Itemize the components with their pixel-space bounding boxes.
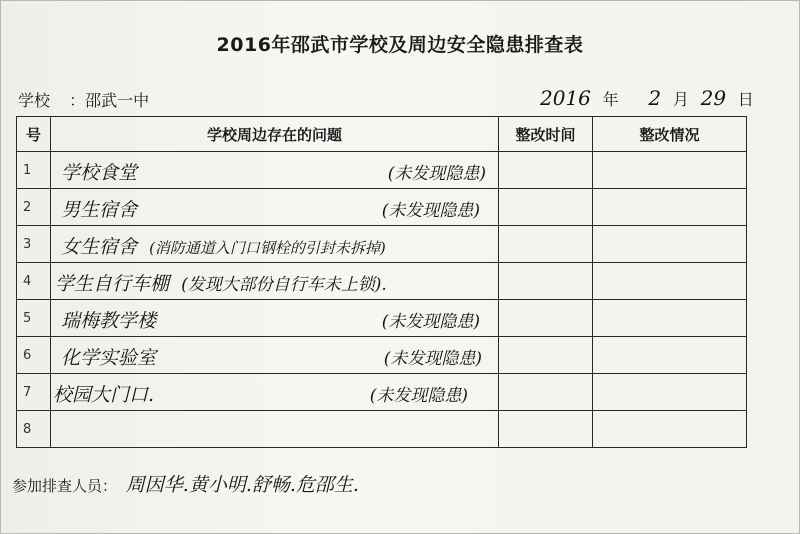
date-day-unit: 日	[737, 90, 754, 109]
problem-cell[interactable]	[51, 374, 499, 411]
problem-item: 女生宿舍	[61, 236, 138, 258]
row-number: 2	[17, 189, 51, 226]
header-fix-status: 整改情况	[593, 117, 747, 152]
table-row	[17, 300, 747, 337]
table-row	[17, 374, 747, 411]
date-month: 2	[648, 86, 662, 110]
problem-note: (未发现隐患)	[383, 349, 482, 369]
table-row	[17, 226, 747, 263]
fix-status-cell[interactable]	[593, 263, 747, 300]
problem-line	[61, 232, 386, 259]
table-row	[17, 411, 747, 448]
problem-cell[interactable]	[51, 263, 499, 300]
row-number: 7	[17, 374, 51, 411]
table-row	[17, 337, 747, 374]
problem-note: (发现大部份自行车未上锁).	[181, 275, 387, 295]
fix-time-cell[interactable]	[499, 189, 593, 226]
problem-note: (未发现隐患)	[381, 201, 480, 221]
participants-line	[12, 470, 359, 497]
problem-item: 男生宿舍	[61, 199, 138, 221]
fix-status-cell[interactable]	[593, 337, 747, 374]
problem-item: 校园大门口.	[53, 384, 155, 406]
fix-time-cell[interactable]	[499, 226, 593, 263]
date-day: 29	[700, 86, 727, 110]
participants-names: 周因华.黄小明.舒畅.危邵生.	[125, 474, 359, 496]
school-line	[18, 88, 149, 111]
header-problem: 学校周边存在的问题	[51, 117, 499, 152]
fix-time-cell[interactable]	[499, 300, 593, 337]
school-value: ：邵武一中	[69, 91, 150, 110]
form-title: 2016年邵武市学校及周边安全隐患排查表	[216, 34, 584, 56]
problem-note: (未发现隐患)	[381, 312, 480, 332]
table-row	[17, 152, 747, 189]
problem-cell[interactable]	[51, 189, 499, 226]
problem-cell[interactable]	[51, 411, 499, 448]
row-number: 5	[17, 300, 51, 337]
problem-item: 化学实验室	[61, 347, 157, 369]
row-number: 6	[17, 337, 51, 374]
problem-note: (消防通道入门口钢栓的引封未拆掉)	[149, 239, 386, 257]
table-row	[17, 263, 747, 300]
date-year-unit: 年	[602, 90, 619, 109]
problem-line	[55, 269, 387, 296]
date-line	[540, 86, 760, 110]
school-label: 学校	[18, 91, 51, 110]
fix-status-cell[interactable]	[593, 300, 747, 337]
header-number: 号	[17, 117, 51, 152]
fix-status-cell[interactable]	[593, 152, 747, 189]
fix-time-cell[interactable]	[499, 152, 593, 189]
fix-status-cell[interactable]	[593, 189, 747, 226]
problem-note: (未发现隐患)	[369, 386, 468, 406]
inspection-table	[16, 116, 747, 448]
row-number: 4	[17, 263, 51, 300]
fix-time-cell[interactable]	[499, 374, 593, 411]
date-month-unit: 月	[672, 90, 689, 109]
problem-cell[interactable]	[51, 226, 499, 263]
fix-time-cell[interactable]	[499, 337, 593, 374]
problem-item: 学生自行车棚	[55, 273, 170, 295]
table-row	[17, 189, 747, 226]
problem-item: 学校食堂	[61, 162, 138, 184]
problem-cell[interactable]	[51, 152, 499, 189]
problem-note: (未发现隐患)	[387, 164, 486, 184]
problem-item: 瑞梅教学楼	[61, 310, 157, 332]
date-year: 2016	[540, 86, 591, 110]
table-header-row	[17, 117, 747, 152]
fix-status-cell[interactable]	[593, 374, 747, 411]
fix-status-cell[interactable]	[593, 226, 747, 263]
problem-cell[interactable]	[51, 300, 499, 337]
problem-cell[interactable]	[51, 337, 499, 374]
header-fix-time: 整改时间	[499, 117, 593, 152]
fix-time-cell[interactable]	[499, 263, 593, 300]
row-number: 3	[17, 226, 51, 263]
fix-status-cell[interactable]	[593, 411, 747, 448]
row-number: 8	[17, 411, 51, 448]
row-number: 1	[17, 152, 51, 189]
fix-time-cell[interactable]	[499, 411, 593, 448]
participants-label: 参加排查人员：	[12, 477, 118, 495]
